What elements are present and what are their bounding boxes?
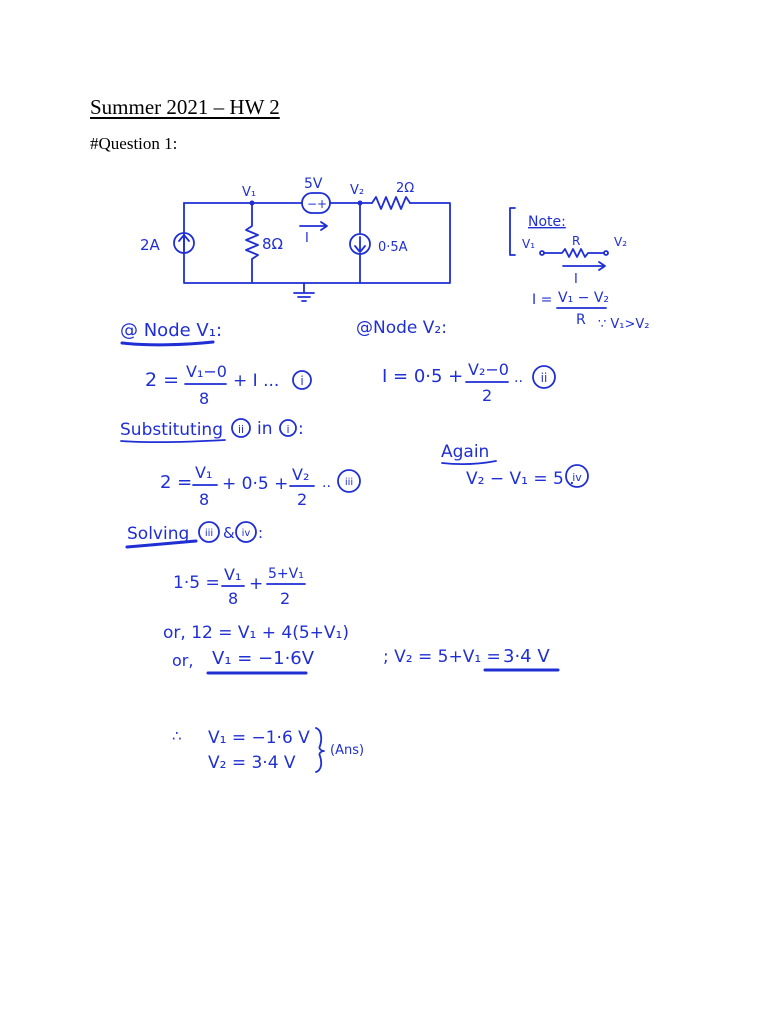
- source-plus-sign: +: [317, 197, 328, 211]
- substituting-label: Substituting: [120, 420, 223, 440]
- eq2-lhs: I = 0·5 +: [382, 366, 464, 387]
- solving-tag-b: iv: [241, 528, 251, 539]
- question-label: #Question 1:: [90, 134, 178, 153]
- note-resistor-label: R: [572, 234, 581, 248]
- eq3-num2: V₂: [292, 465, 310, 484]
- note-node-b: [604, 251, 608, 255]
- eq3-tag: iii: [344, 477, 354, 488]
- eq3-den1: 8: [199, 490, 210, 509]
- answer-v2: V₂ = 3·4 V: [208, 753, 296, 773]
- note-resistor: [544, 249, 604, 257]
- note-box: [510, 208, 650, 332]
- solving-ampersand: &: [223, 524, 235, 542]
- node-v1-heading: @ Node V₁:: [120, 320, 223, 341]
- eq7-result: V₁ = −1·6V: [212, 648, 315, 669]
- current-i-label: I: [305, 231, 309, 246]
- resistor-8ohm-label: 8Ω: [262, 235, 284, 253]
- solving-label: Solving: [127, 524, 190, 544]
- resistor-2ohm-label: 2Ω: [396, 181, 415, 196]
- eq2-numerator: V₂−0: [468, 360, 509, 379]
- note-formula-lhs: I =: [532, 292, 553, 308]
- note-arrow-icon: [563, 262, 605, 270]
- note-left-node: V₁: [522, 237, 536, 251]
- node-v1-dot: [250, 201, 255, 206]
- eq1-numerator: V₁−0: [186, 362, 227, 381]
- eq5-lhs: 1·5 =: [173, 573, 220, 593]
- solving-colon: :: [258, 524, 264, 542]
- eq5-den1: 8: [228, 589, 239, 608]
- circuit-diagram: [140, 176, 450, 301]
- answer-label: (Ans): [330, 743, 365, 758]
- eq4-text: V₂ − V₁ = 5 .: [466, 469, 575, 489]
- v2-prefix: ; V₂ = 5+V₁ =: [383, 647, 501, 667]
- note-current-label: I: [574, 272, 578, 287]
- eq7-prefix: or,: [172, 651, 194, 670]
- ground-icon: [294, 283, 314, 301]
- page-title: Summer 2021 – HW 2: [90, 95, 280, 119]
- arrow-down-icon: [355, 237, 365, 252]
- eq5-plus: +: [249, 574, 264, 594]
- current-source-label: 2A: [140, 236, 160, 254]
- resistor-8ohm: [246, 203, 258, 283]
- eq3-dots: ..: [322, 475, 331, 491]
- answer-v1: V₁ = −1·6 V: [208, 728, 310, 748]
- eq6-text: or, 12 = V₁ + 4(5+V₁): [163, 623, 349, 643]
- eq3-num1: V₁: [195, 463, 213, 482]
- note-formula-den: R: [576, 312, 586, 328]
- eq1-denominator: 8: [199, 389, 210, 408]
- solving-tag-a: iii: [204, 528, 214, 539]
- node-v2-heading: @Node V₂:: [356, 318, 447, 338]
- eq2-tag: ii: [540, 371, 548, 385]
- source-minus-sign: −: [307, 197, 318, 211]
- resistor-2ohm: [372, 197, 410, 209]
- note-bracket: [510, 208, 515, 255]
- eq1-tag: i: [300, 374, 304, 388]
- node-v2-label: V₂: [350, 183, 365, 198]
- again-label: Again: [441, 442, 490, 462]
- subst-tag-b: i: [286, 423, 290, 436]
- subst-in: in: [257, 419, 273, 439]
- eq5-num2: 5+V₁: [268, 566, 304, 582]
- circuit-outer-wire: [184, 203, 450, 283]
- note-right-node: V₂: [614, 235, 628, 249]
- eq4-tag: iv: [572, 471, 582, 484]
- eq2-dots: ..: [514, 370, 523, 386]
- eq5-den2: 2: [280, 589, 291, 608]
- eq3-lhs: 2 =: [160, 472, 193, 493]
- current-sink-label: 0·5A: [378, 240, 408, 255]
- subst-colon: :: [298, 419, 304, 439]
- eq5-num1: V₁: [224, 565, 242, 584]
- answer-brace: [316, 728, 324, 772]
- v2-result: 3·4 V: [503, 646, 550, 667]
- substituting-underline: [121, 440, 225, 442]
- node-v1-heading-underline: [122, 342, 213, 345]
- answer-therefore: ∴: [172, 727, 182, 745]
- voltage-source-label: 5V: [304, 176, 323, 192]
- subst-tag-a: ii: [237, 423, 245, 436]
- eq2-denominator: 2: [482, 386, 493, 405]
- note-heading: Note:: [528, 214, 566, 230]
- arrow-up-icon: [179, 235, 189, 250]
- eq1-rest: + I ...: [233, 371, 280, 391]
- note-formula-num: V₁ − V₂: [558, 290, 610, 306]
- eq1-lhs: 2 =: [145, 369, 180, 391]
- eq3-den2: 2: [297, 490, 308, 509]
- note-condition: ∵ V₁>V₂: [598, 317, 650, 332]
- node-v1-label: V₁: [242, 185, 257, 200]
- arrow-right-icon: [300, 222, 327, 230]
- eq3-mid: + 0·5 +: [222, 474, 289, 494]
